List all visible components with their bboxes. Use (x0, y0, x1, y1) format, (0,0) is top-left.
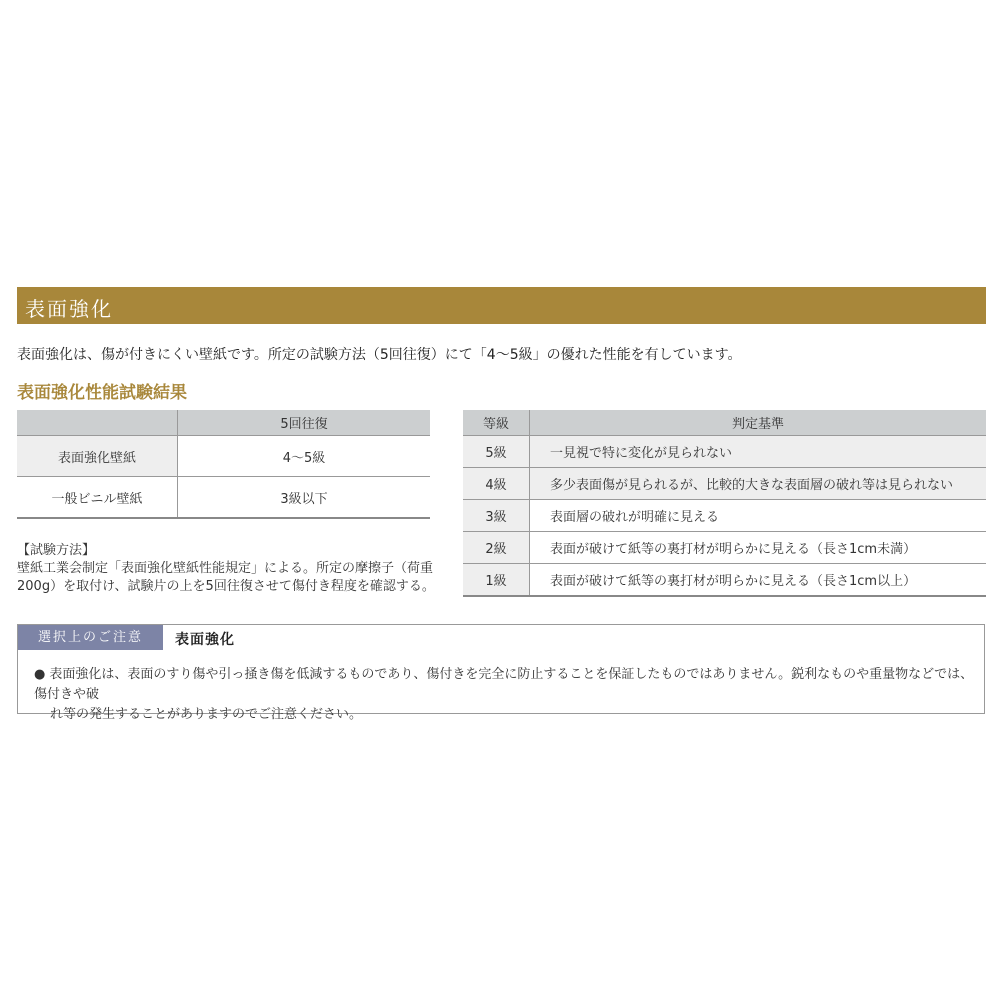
table-cell: 3級以下 (178, 477, 431, 519)
table-cell: 3級 (463, 500, 530, 532)
notice-box (17, 624, 985, 722)
table-cell: 一見視で特に変化が見られない (530, 436, 987, 468)
table-row (463, 468, 986, 500)
table-row (17, 477, 430, 519)
bullet-icon: ● (34, 667, 46, 682)
table-cell: 4級 (463, 468, 530, 500)
table-row (463, 532, 986, 564)
notice-line: れ等の発生することがありますのでご注意ください。 (50, 707, 363, 722)
table-header-cell: 等級 (463, 410, 530, 436)
table-cell: 表面が破けて紙等の裏打材が明らかに見える（長さ1cm未満） (530, 532, 987, 564)
notice-tag: 選択上のご注意 (18, 625, 163, 650)
intro-text: 表面強化は、傷が付きにくい壁紙です。所定の試験方法（5回往復）にて「4～5級」の優れた性能を有しています。 (17, 347, 742, 363)
test-method (17, 542, 447, 596)
table-header-cell: 5回往復 (178, 410, 431, 436)
table-cell: 2級 (463, 532, 530, 564)
notice-body (34, 665, 974, 725)
table-row (463, 436, 986, 468)
notice-line: 表面強化は、表面のすり傷や引っ掻き傷を低減するものであり、傷付きを完全に防止することを保証したものではありません。鋭利なものや重量物などでは、傷付きや破 (34, 667, 974, 702)
table-header-row (463, 410, 986, 436)
test-results-table (17, 410, 430, 519)
test-method-title: 【試験方法】 (17, 543, 96, 558)
table-row (17, 436, 430, 477)
table-header-cell: 判定基準 (530, 410, 987, 436)
test-method-line: 200g）を取付け、試験片の上を5回往復させて傷付き程度を確認する。 (17, 579, 435, 594)
table-cell: 5級 (463, 436, 530, 468)
notice-title: 表面強化 (175, 632, 235, 648)
table-header-cell (17, 410, 178, 436)
table-cell: 表面層の破れが明確に見える (530, 500, 987, 532)
table-cell: 多少表面傷が見られるが、比較的大きな表面層の破れ等は見られない (530, 468, 987, 500)
section-banner (17, 287, 986, 324)
table-cell: 1級 (463, 564, 530, 597)
section-title: 表面強化 (25, 297, 113, 321)
grade-criteria-table (463, 410, 986, 597)
test-method-line: 壁紙工業会制定「表面強化壁紙性能規定」による。所定の摩擦子（荷重 (17, 561, 434, 576)
table-row (463, 500, 986, 532)
table-cell: 一般ビニル壁紙 (17, 477, 178, 519)
table-cell: 4～5級 (178, 436, 431, 477)
table-cell: 表面が破けて紙等の裏打材が明らかに見える（長さ1cm以上） (530, 564, 987, 597)
table-header-row (17, 410, 430, 436)
table-row (463, 564, 986, 597)
table-cell: 表面強化壁紙 (17, 436, 178, 477)
subheading: 表面強化性能試験結果 (17, 383, 187, 403)
